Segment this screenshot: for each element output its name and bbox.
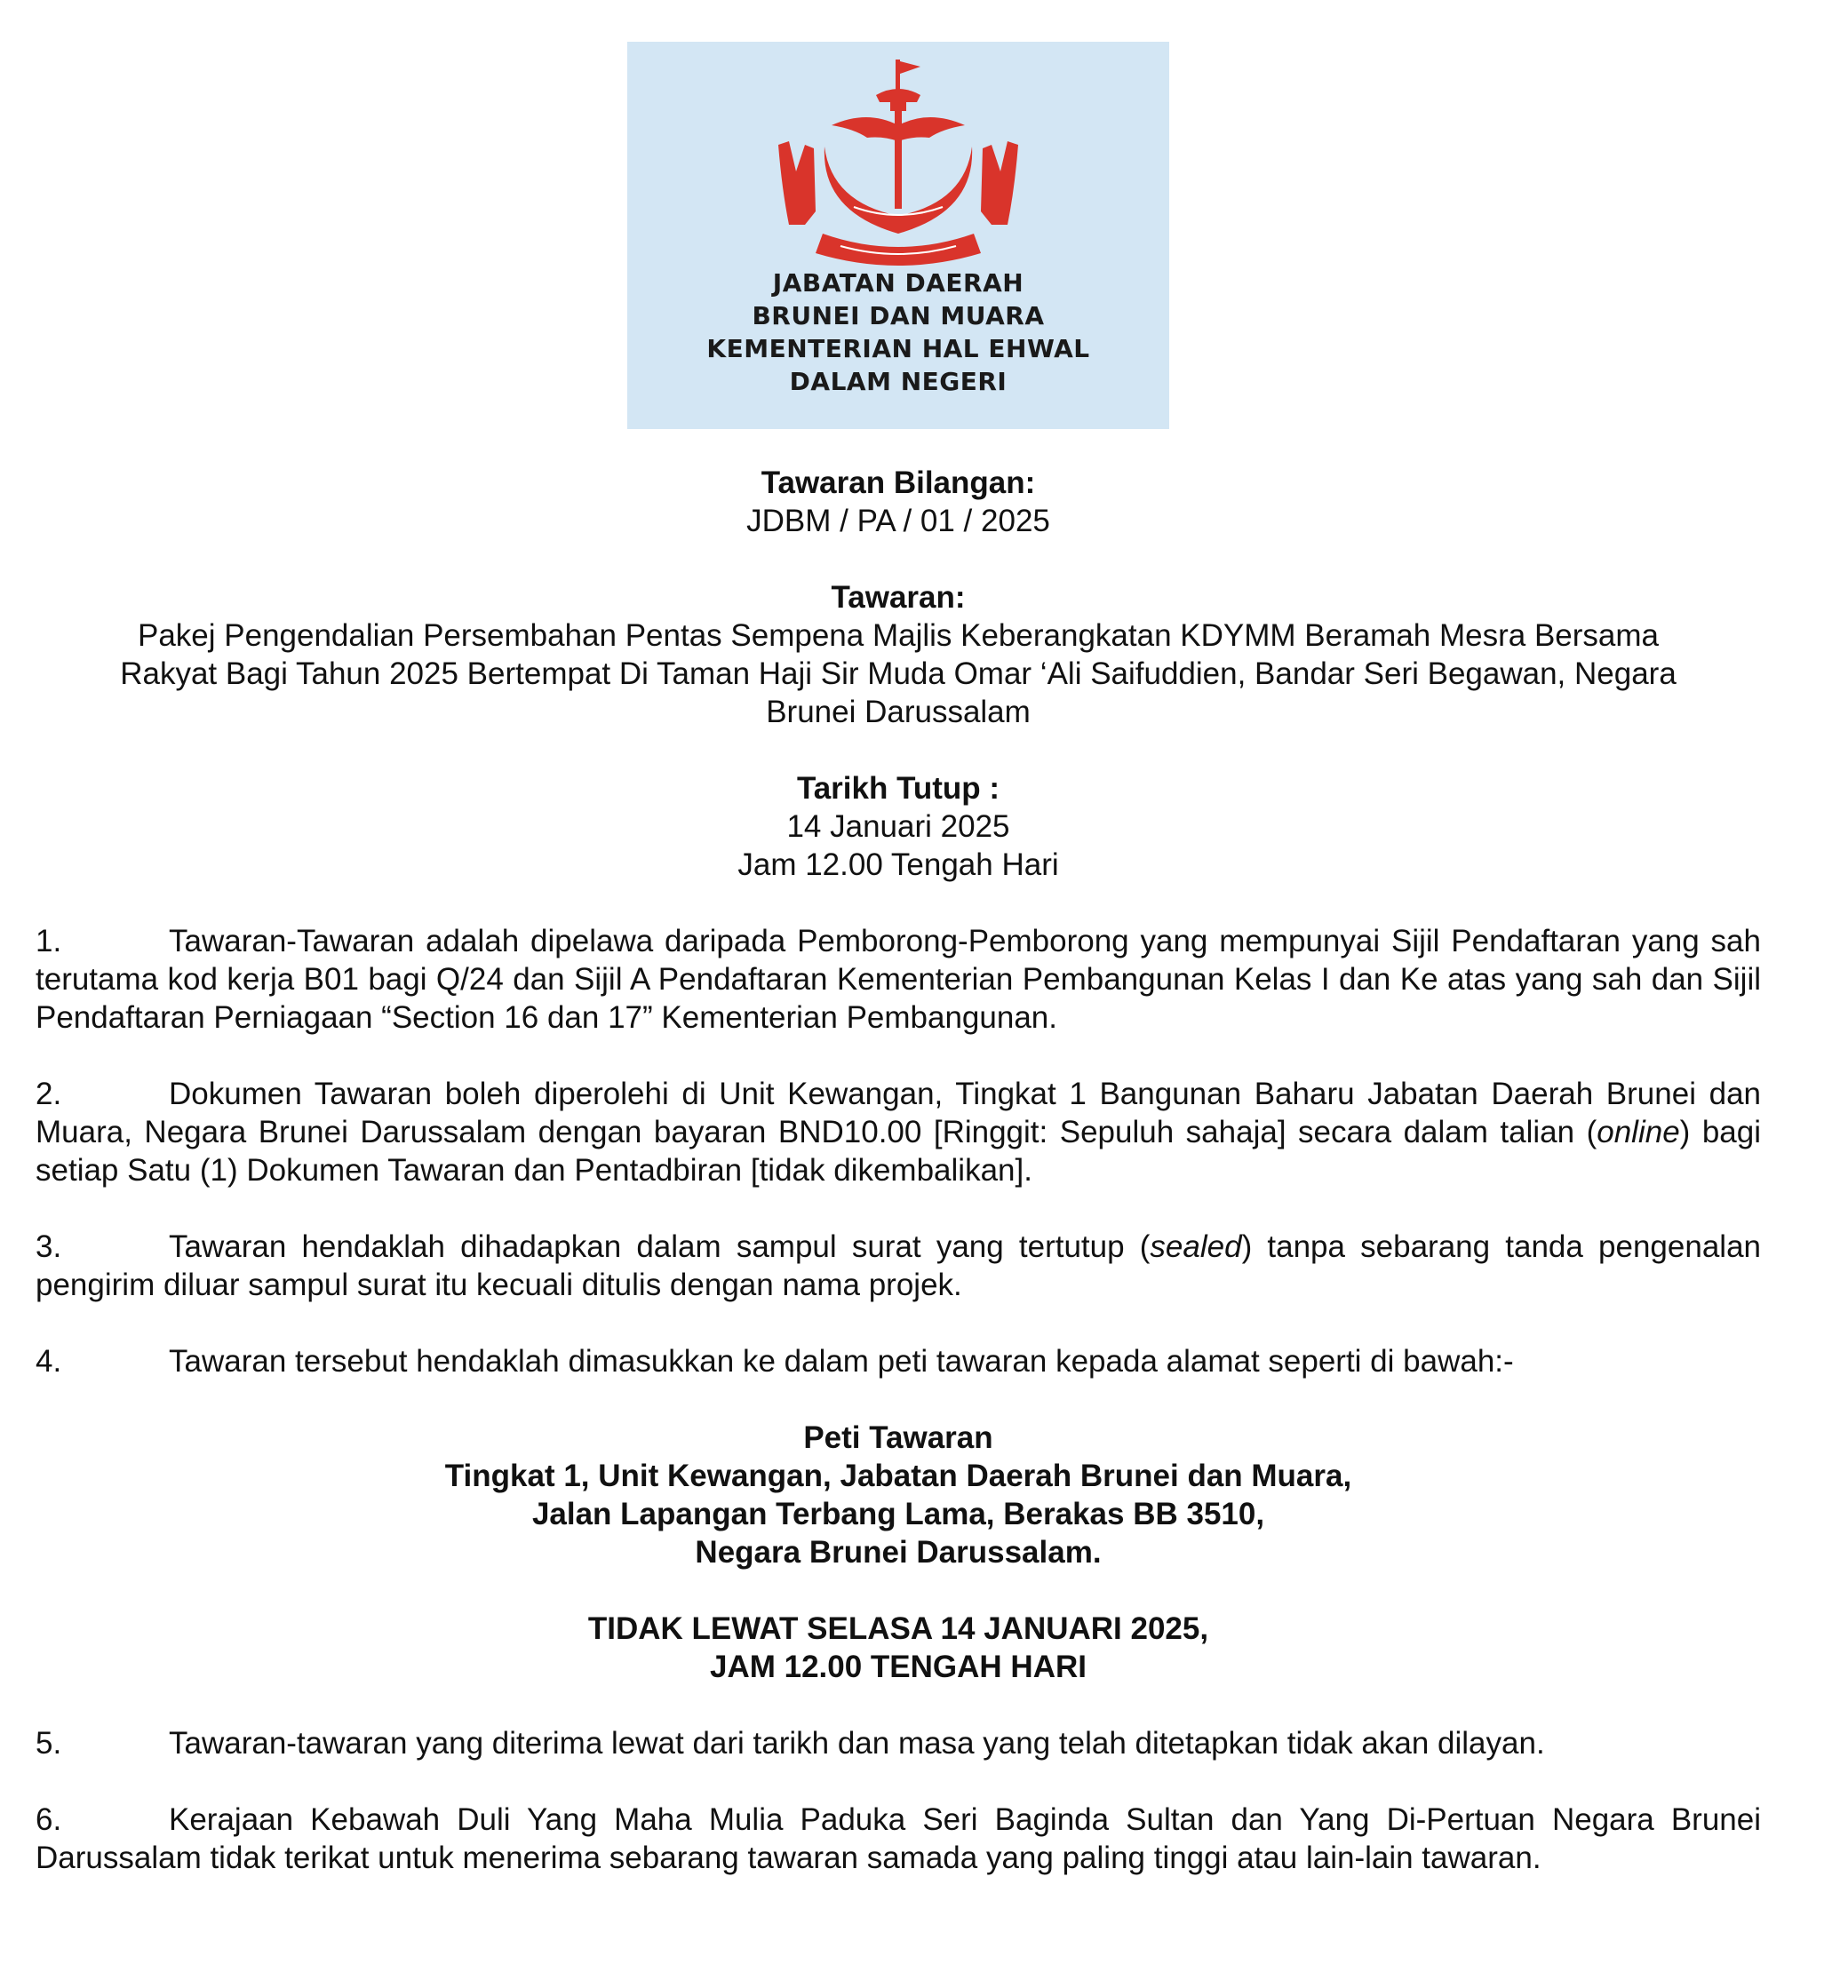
- department-logo: [627, 42, 1169, 429]
- tender-title-line: Rakyat Bagi Tahun 2025 Bertempat Di Taman Haji Sir Muda Omar ‘Ali Saifuddien, Bandar Seri Begawan, Negara: [120, 656, 1677, 691]
- address-line: Peti Tawaran: [803, 1420, 993, 1455]
- tender-number-label: Tawaran Bilangan:: [761, 465, 1036, 500]
- paragraph-5: [36, 1724, 1761, 1762]
- tender-number-value: JDBM / PA / 01 / 2025: [746, 504, 1050, 538]
- closing-date: 14 Januari 2025: [786, 809, 1010, 844]
- paragraph-number: 2.: [36, 1077, 62, 1111]
- paragraph-number: 1.: [36, 924, 62, 958]
- brunei-crest-icon: [769, 56, 1027, 269]
- paragraph-number: 4.: [36, 1344, 62, 1379]
- deadline-line: JAM 12.00 TENGAH HARI: [710, 1650, 1087, 1684]
- paragraph-text: Tawaran-Tawaran adalah dipelawa daripada Pemborong-Pemborong yang mempunyai Sijil Pendaftaran yang sah terutama kod kerja B01 bagi Q/24 dan Sijil A Pendaftaran Kementerian Pembangunan Kelas I dan Ke atas yang sah dan Sijil Pendaftaran Perniagaan “Section 16 dan 17” Kementerian Pembangunan.: [36, 924, 1761, 1035]
- address-block: [36, 1419, 1761, 1571]
- paragraph-2: [36, 1075, 1761, 1189]
- paragraph-text: Dokumen Tawaran boleh diperolehi di Unit Kewangan, Tingkat 1 Bangunan Baharu Jabatan Daerah Brunei dan Muara, Negara Brunei Darussalam dengan bayaran BND10.00 [Ringgit: Sepuluh sahaja] secara dalam talian (: [36, 1077, 1761, 1149]
- paragraph-text: Tawaran-tawaran yang diterima lewat dari tarikh dan masa yang telah ditetapkan tidak akan dilayan.: [169, 1726, 1545, 1761]
- paragraph-italic: sealed: [1150, 1229, 1242, 1264]
- paragraph-6: [36, 1801, 1761, 1877]
- logo-line: BRUNEI DAN MUARA: [752, 301, 1045, 330]
- paragraph-number: 3.: [36, 1229, 62, 1264]
- deadline-block: [36, 1610, 1761, 1686]
- logo-line: JABATAN DAERAH: [772, 268, 1024, 298]
- paragraph-text: ) tanpa sebarang tanda pengenalan pengirim diluar sampul surat itu kecuali ditulis dengan nama projek.: [36, 1229, 1761, 1302]
- logo-text: [627, 266, 1169, 398]
- document-body: [36, 464, 1761, 1877]
- closing-date-label: Tarikh Tutup :: [796, 771, 1000, 806]
- paragraph-4: [36, 1342, 1761, 1380]
- paragraph-text: Kerajaan Kebawah Duli Yang Maha Mulia Paduka Seri Baginda Sultan dan Yang Di-Pertuan Negara Brunei Darussalam tidak terikat untuk menerima sebarang tawaran samada yang paling tinggi atau lain-lain tawaran.: [36, 1802, 1761, 1875]
- address-line: Negara Brunei Darussalam.: [695, 1535, 1102, 1570]
- tender-title-line: Brunei Darussalam: [766, 695, 1031, 729]
- paragraph-text: ) bagi setiap Satu (1) Dokumen Tawaran dan Pentadbiran [tidak dikembalikan].: [36, 1115, 1761, 1188]
- paragraph-1: [36, 922, 1761, 1037]
- logo-line: DALAM NEGERI: [789, 367, 1008, 396]
- paragraph-text: Tawaran tersebut hendaklah dimasukkan ke dalam peti tawaran kepada alamat seperti di bawah:-: [169, 1344, 1514, 1379]
- paragraph-3: [36, 1228, 1761, 1304]
- address-line: Jalan Lapangan Terbang Lama, Berakas BB 3510,: [531, 1497, 1265, 1531]
- logo-line: KEMENTERIAN HAL EHWAL: [706, 334, 1090, 363]
- deadline-line: TIDAK LEWAT SELASA 14 JANUARI 2025,: [587, 1611, 1209, 1646]
- tender-label: Tawaran:: [831, 580, 966, 615]
- paragraph-number: 5.: [36, 1726, 62, 1761]
- paragraph-text: Tawaran hendaklah dihadapkan dalam sampul surat yang tertutup (: [169, 1229, 1151, 1264]
- paragraph-number: 6.: [36, 1802, 62, 1837]
- address-line: Tingkat 1, Unit Kewangan, Jabatan Daerah Brunei dan Muara,: [444, 1459, 1352, 1493]
- paragraph-italic: online: [1597, 1115, 1680, 1149]
- closing-time: Jam 12.00 Tengah Hari: [737, 847, 1059, 882]
- tender-title-line: Pakej Pengendalian Persembahan Pentas Sempena Majlis Keberangkatan KDYMM Beramah Mesra Bersama: [137, 618, 1660, 653]
